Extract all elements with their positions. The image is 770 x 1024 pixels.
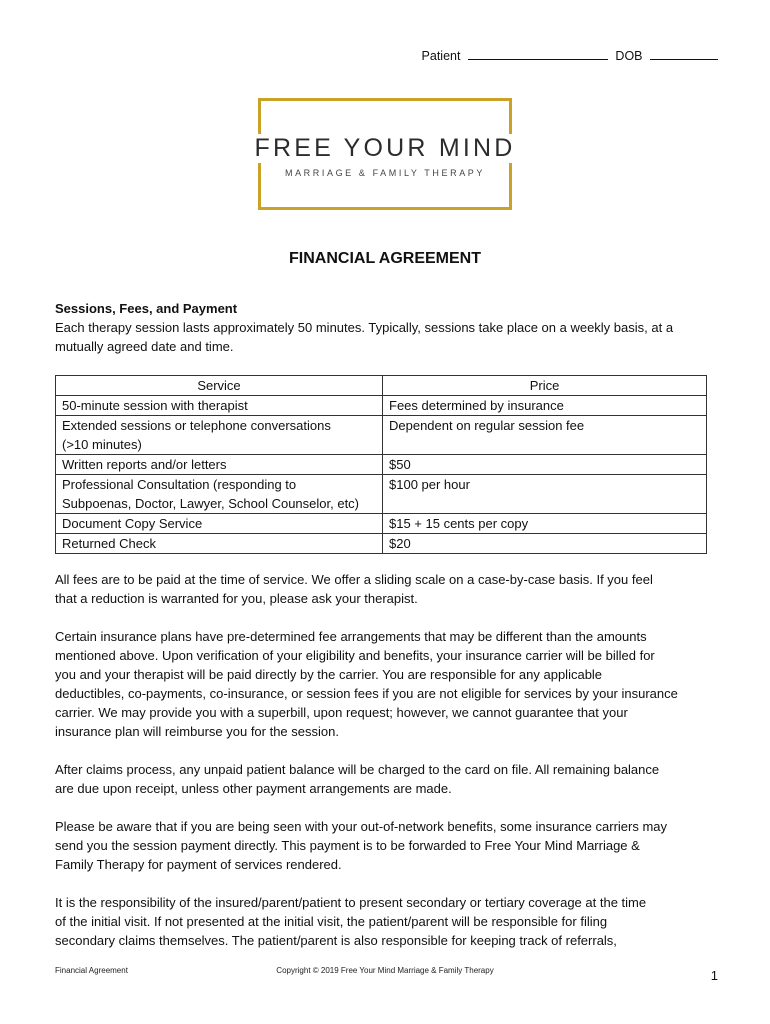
paragraph-insurance: Certain insurance plans have pre-determined fee arrangements that may be different than the amounts mentioned above. Upon verification of your eligibility and benefits, your insurance carrier will be billed for you and your therapist will be paid directly by the carrier. You are responsible for any applicable deductibles, co-payments, co-insurance, or session fees if you are not eligible for services by your insurance carrier. We may provide you with a superbill, upon request; however, we cannot guarantee that your insurance plan will reimburse you for the session. — [55, 629, 678, 739]
table-row — [56, 534, 707, 554]
service-cell: Document Copy Service — [56, 514, 383, 534]
column-header-price: Price — [383, 376, 707, 396]
paragraph-claims: After claims process, any unpaid patient balance will be charged to the card on file. All remaining balance are due upon receipt, unless other payment arrangements are made. — [55, 762, 660, 796]
service-cell: Written reports and/or letters — [56, 455, 383, 475]
price-cell: Dependent on regular session fee — [383, 416, 707, 455]
service-cell: Professional Consultation (responding to Subpoenas, Doctor, Lawyer, School Counselor, etc) — [56, 475, 383, 514]
table-row — [56, 455, 707, 475]
paragraph-fees: All fees are to be paid at the time of service. We offer a sliding scale on a case-by-case basis. If you feel that a reduction is warranted for you, please ask your therapist. — [55, 572, 653, 606]
fee-table — [55, 375, 707, 554]
table-row — [56, 396, 707, 416]
paragraph-secondary-coverage: It is the responsibility of the insured/parent/patient to present secondary or tertiary coverage at the time of the initial visit. If not presented at the initial visit, the patient/parent will be responsible for filing secondary claims themselves. The patient/parent is also responsible for keeping track of referrals, — [55, 895, 647, 948]
column-header-service: Service — [56, 376, 383, 396]
price-cell: $100 per hour — [383, 475, 707, 514]
patient-blank[interactable] — [468, 47, 608, 60]
service-cell: 50-minute session with therapist — [56, 396, 383, 416]
price-cell: $20 — [383, 534, 707, 554]
table-row — [56, 475, 707, 514]
section-heading: Sessions, Fees, and Payment — [55, 301, 238, 316]
page-number: 1 — [710, 968, 718, 983]
section-intro-line-2: mutually agreed date and time. — [55, 339, 234, 354]
service-cell: Extended sessions or telephone conversations (>10 minutes) — [56, 416, 383, 455]
price-cell: $50 — [383, 455, 707, 475]
table-row — [56, 514, 707, 534]
service-cell: Returned Check — [56, 534, 383, 554]
table-row — [56, 416, 707, 455]
section-intro-line-1: Each therapy session lasts approximately 50 minutes. Typically, sessions take place on a weekly basis, at a — [55, 320, 674, 335]
fee-table-header — [56, 376, 707, 396]
price-cell: $15 + 15 cents per copy — [383, 514, 707, 534]
patient-dob-line — [0, 47, 718, 63]
dob-blank[interactable] — [650, 47, 718, 60]
dob-label: DOB — [615, 49, 643, 63]
paragraph-out-of-network: Please be aware that if you are being seen with your out-of-network benefits, some insurance carriers may send you the session payment directly. This payment is to be forwarded to Free Your Mind Marriage & Family Therapy for payment of services rendered. — [55, 819, 668, 872]
logo-title: FREE YOUR MIND — [222, 134, 548, 163]
patient-label: Patient — [421, 49, 461, 63]
logo-subtitle: MARRIAGE & FAMILY THERAPY — [284, 168, 486, 178]
footer-document-name: Financial Agreement — [55, 966, 128, 975]
price-cell: Fees determined by insurance — [383, 396, 707, 416]
page-title: FINANCIAL AGREEMENT — [289, 250, 481, 267]
footer-copyright: Copyright © 2019 Free Your Mind Marriage & Family Therapy — [276, 966, 494, 975]
